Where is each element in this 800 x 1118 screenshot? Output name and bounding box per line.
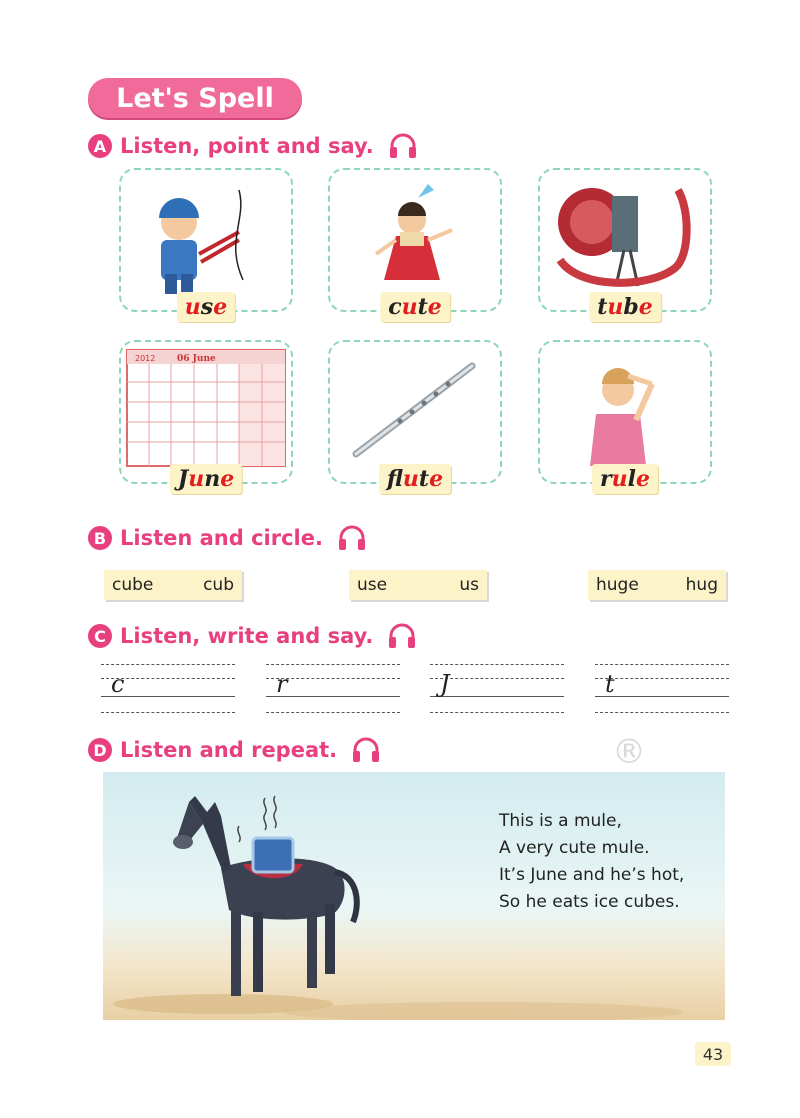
starter-letter: J — [440, 670, 450, 698]
word-option[interactable]: cube — [112, 575, 154, 595]
base-line — [430, 696, 564, 697]
card-cute[interactable] — [328, 168, 502, 320]
worker-with-cutters-image — [121, 170, 291, 310]
word-part: l — [627, 466, 636, 492]
headphones-icon[interactable] — [387, 623, 417, 649]
section-b-heading — [88, 522, 367, 554]
calendar-image — [121, 342, 291, 482]
card-word-flute — [379, 464, 451, 494]
poem-line: This is a mule, — [499, 811, 622, 831]
word-part: c — [388, 294, 402, 320]
guide-line — [266, 664, 400, 665]
card-june[interactable] — [119, 340, 293, 492]
word-part: fl — [386, 466, 403, 492]
section-a-heading — [88, 130, 418, 162]
writing-line-3[interactable] — [430, 662, 564, 714]
calendar-month: 06 June — [177, 354, 216, 364]
word-highlight: u — [188, 466, 205, 492]
writing-line-1[interactable] — [101, 662, 235, 714]
word-part: s — [200, 294, 214, 320]
word-highlight: e — [427, 294, 442, 320]
guide-line — [595, 678, 729, 679]
card-tube[interactable] — [538, 168, 712, 320]
card-word-use — [177, 292, 235, 322]
section-c-heading — [88, 620, 417, 652]
card-word-cute — [380, 292, 450, 322]
dancing-girl-image — [330, 170, 500, 310]
starter-letter: c — [111, 670, 125, 698]
section-d-heading — [88, 734, 381, 766]
guide-line — [101, 712, 235, 713]
word-pair-2 — [349, 570, 487, 600]
word-highlight: e — [635, 466, 650, 492]
headphones-icon[interactable] — [388, 133, 418, 159]
section-d-letter: D — [88, 738, 112, 762]
poem-line: A very cute mule. — [499, 838, 650, 858]
poem — [499, 808, 684, 916]
word-highlight: u — [607, 294, 624, 320]
card-use[interactable] — [119, 168, 293, 320]
card-flute[interactable] — [328, 340, 502, 492]
calendar-year: 2012 — [135, 354, 156, 363]
section-b-letter: B — [88, 526, 112, 550]
word-option[interactable]: us — [459, 575, 479, 595]
word-option[interactable]: use — [357, 575, 388, 595]
guide-line — [595, 664, 729, 665]
guide-line — [430, 678, 564, 679]
word-part: t — [418, 466, 430, 492]
registered-mark-icon: ® — [612, 732, 646, 772]
word-highlight: u — [611, 466, 628, 492]
guide-line — [266, 712, 400, 713]
poem-line: So he eats ice cubes. — [499, 892, 680, 912]
headphones-icon[interactable] — [337, 525, 367, 551]
word-highlight: u — [402, 466, 419, 492]
poem-line: It’s June and he’s hot, — [499, 865, 685, 885]
mule-scene — [103, 772, 725, 1020]
word-highlight: e — [213, 294, 228, 320]
guide-line — [101, 664, 235, 665]
guide-line — [430, 664, 564, 665]
word-option[interactable]: cub — [203, 575, 234, 595]
word-part: n — [204, 466, 221, 492]
word-part: J — [177, 466, 189, 492]
page-number: 43 — [695, 1042, 731, 1066]
card-word-rule — [592, 464, 658, 494]
writing-line-2[interactable] — [266, 662, 400, 714]
section-b-text: Listen and circle. — [120, 526, 323, 550]
word-highlight: e — [429, 466, 444, 492]
word-part: t — [417, 294, 428, 320]
flute-image — [330, 342, 500, 482]
word-option[interactable]: huge — [596, 575, 639, 595]
word-highlight: u — [184, 294, 201, 320]
word-part: b — [623, 294, 639, 320]
hose-reel-image — [540, 170, 710, 310]
card-word-tube — [589, 292, 661, 322]
section-c-text: Listen, write and say. — [120, 624, 374, 648]
word-highlight: e — [638, 294, 653, 320]
guide-line — [430, 712, 564, 713]
word-option[interactable]: hug — [685, 575, 718, 595]
boy-shushing-image — [540, 342, 710, 482]
section-a-letter: A — [88, 134, 112, 158]
word-part: t — [597, 294, 608, 320]
word-part: r — [600, 466, 612, 492]
section-c-letter: C — [88, 624, 112, 648]
guide-line — [595, 712, 729, 713]
lesson-title: Let's Spell — [88, 78, 302, 118]
word-pair-3 — [588, 570, 726, 600]
base-line — [595, 696, 729, 697]
headphones-icon[interactable] — [351, 737, 381, 763]
section-a-text: Listen, point and say. — [120, 134, 374, 158]
section-d-text: Listen and repeat. — [120, 738, 338, 762]
word-highlight: u — [401, 294, 418, 320]
starter-letter: r — [276, 670, 288, 698]
word-highlight: e — [220, 466, 235, 492]
card-word-june — [170, 464, 242, 494]
starter-letter: t — [605, 670, 615, 698]
word-pair-1 — [104, 570, 242, 600]
writing-line-4[interactable] — [595, 662, 729, 714]
card-rule[interactable] — [538, 340, 712, 492]
